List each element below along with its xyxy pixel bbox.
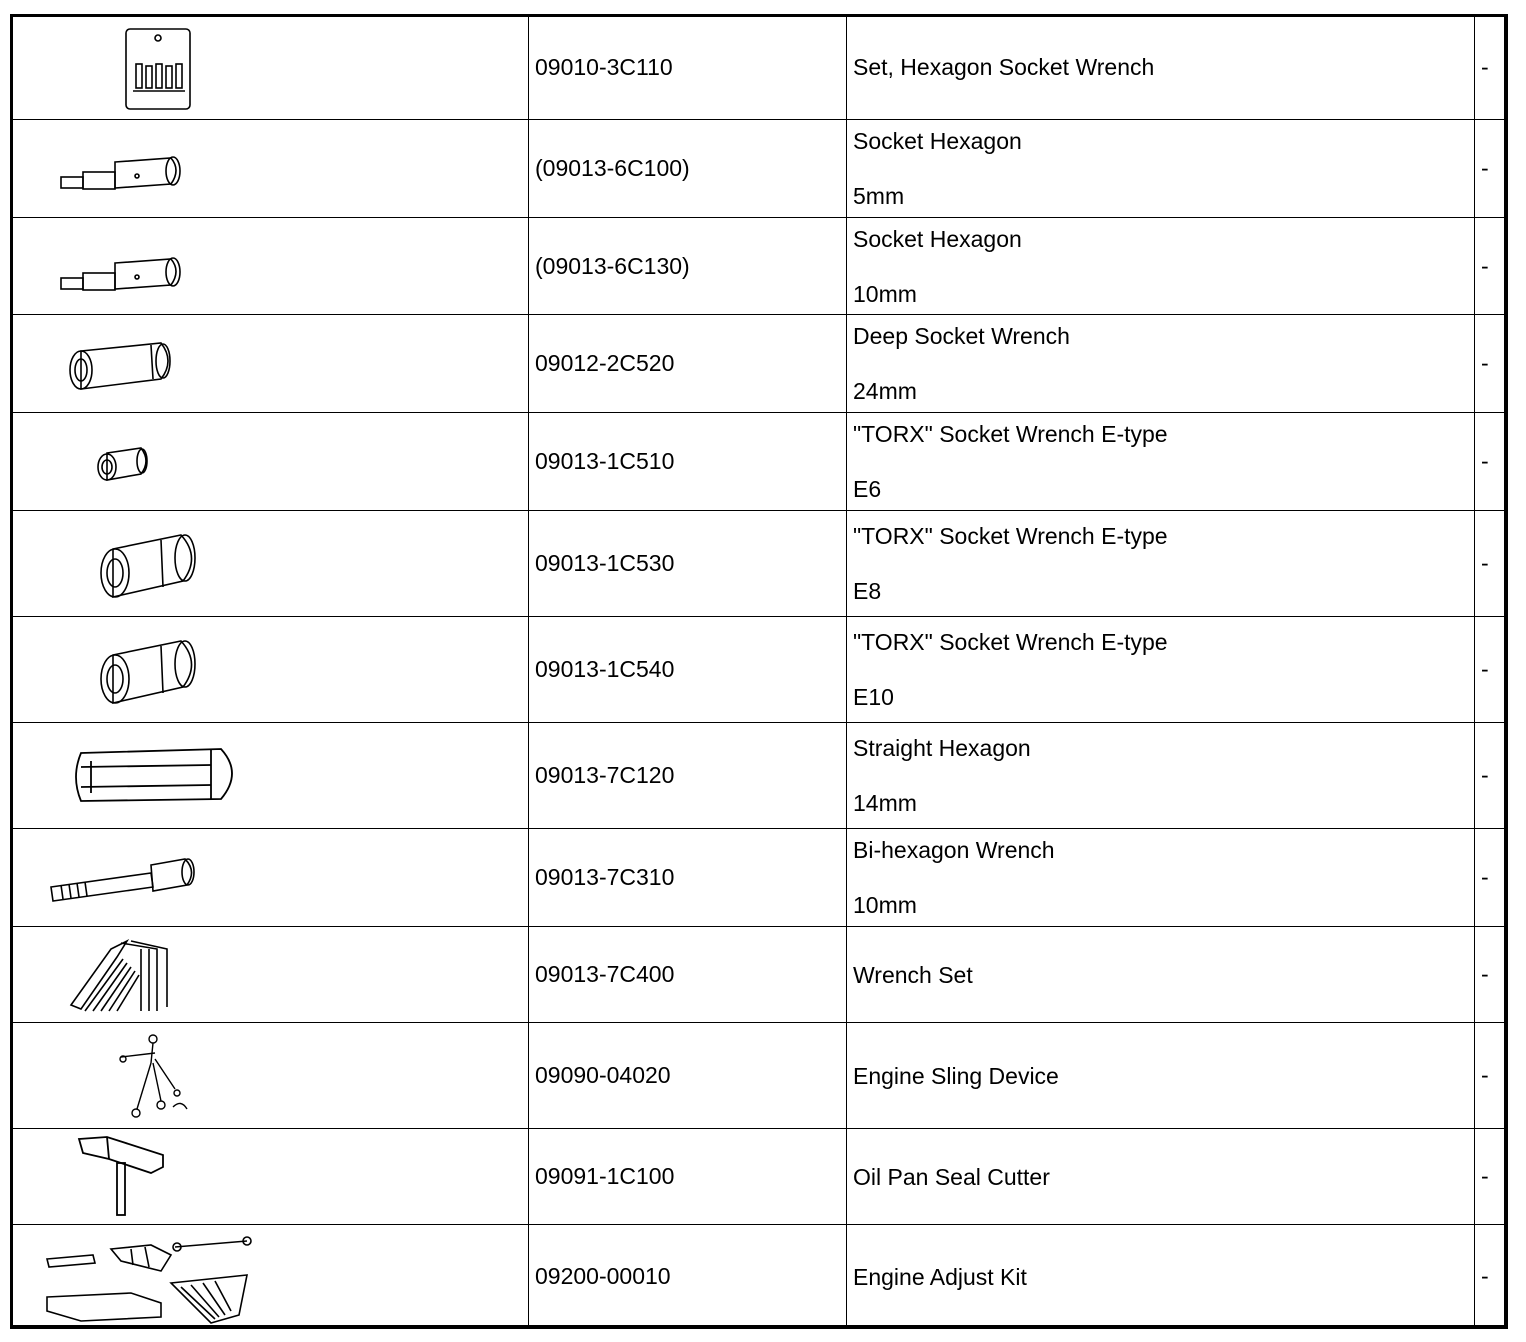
- tool-name: Wrench Set: [853, 961, 973, 988]
- part-number: 09013-7C310: [529, 829, 847, 927]
- remark: -: [1475, 829, 1508, 927]
- remark: -: [1475, 120, 1508, 218]
- remark: -: [1475, 1129, 1508, 1225]
- part-number: 09010-3C110: [529, 15, 847, 120]
- tool-name: Engine Adjust Kit: [853, 1263, 1027, 1290]
- remark: -: [1475, 511, 1508, 617]
- tool-size: 5mm: [853, 183, 905, 209]
- tool-name: Socket Hexagon: [853, 128, 1022, 154]
- remark: -: [1475, 413, 1508, 511]
- part-number: 09091-1C100: [529, 1129, 847, 1225]
- table-outer-border: [10, 14, 1507, 1328]
- remark: -: [1475, 1023, 1508, 1129]
- tool-size: E8: [853, 578, 882, 604]
- tool-name: Straight Hexagon: [853, 735, 1031, 761]
- tool-size: 24mm: [853, 378, 917, 404]
- tool-name: "TORX" Socket Wrench E-type: [853, 523, 1168, 549]
- part-number: 09013-7C400: [529, 927, 847, 1023]
- part-number: (09013-6C130): [529, 218, 847, 315]
- remark: -: [1475, 723, 1508, 829]
- remark: -: [1475, 617, 1508, 723]
- tool-size: 14mm: [853, 790, 917, 816]
- remark: -: [1475, 15, 1508, 120]
- tool-name: Set, Hexagon Socket Wrench: [853, 54, 1155, 80]
- remark: -: [1475, 1225, 1508, 1329]
- part-number: 09013-1C540: [529, 617, 847, 723]
- part-number: 09090-04020: [529, 1023, 847, 1129]
- tool-size: 10mm: [853, 892, 917, 918]
- tool-name: Deep Socket Wrench: [853, 323, 1070, 349]
- tool-size: E6: [853, 476, 882, 502]
- part-number: 09013-1C510: [529, 413, 847, 511]
- tool-name: Oil Pan Seal Cutter: [853, 1163, 1050, 1190]
- part-number: 09013-1C530: [529, 511, 847, 617]
- part-number: 09200-00010: [529, 1225, 847, 1329]
- remark: -: [1475, 927, 1508, 1023]
- tool-name: "TORX" Socket Wrench E-type: [853, 421, 1168, 447]
- tool-size: 10mm: [853, 280, 917, 307]
- tool-size: E10: [853, 684, 894, 710]
- tool-name: Engine Sling Device: [853, 1062, 1059, 1089]
- part-number: 09013-7C120: [529, 723, 847, 829]
- tool-name: Socket Hexagon: [853, 225, 1022, 252]
- remark: -: [1475, 315, 1508, 413]
- part-number: 09012-2C520: [529, 315, 847, 413]
- remark: -: [1475, 218, 1508, 315]
- part-number: (09013-6C100): [529, 120, 847, 218]
- tool-name: "TORX" Socket Wrench E-type: [853, 629, 1168, 655]
- tool-name: Bi-hexagon Wrench: [853, 837, 1055, 863]
